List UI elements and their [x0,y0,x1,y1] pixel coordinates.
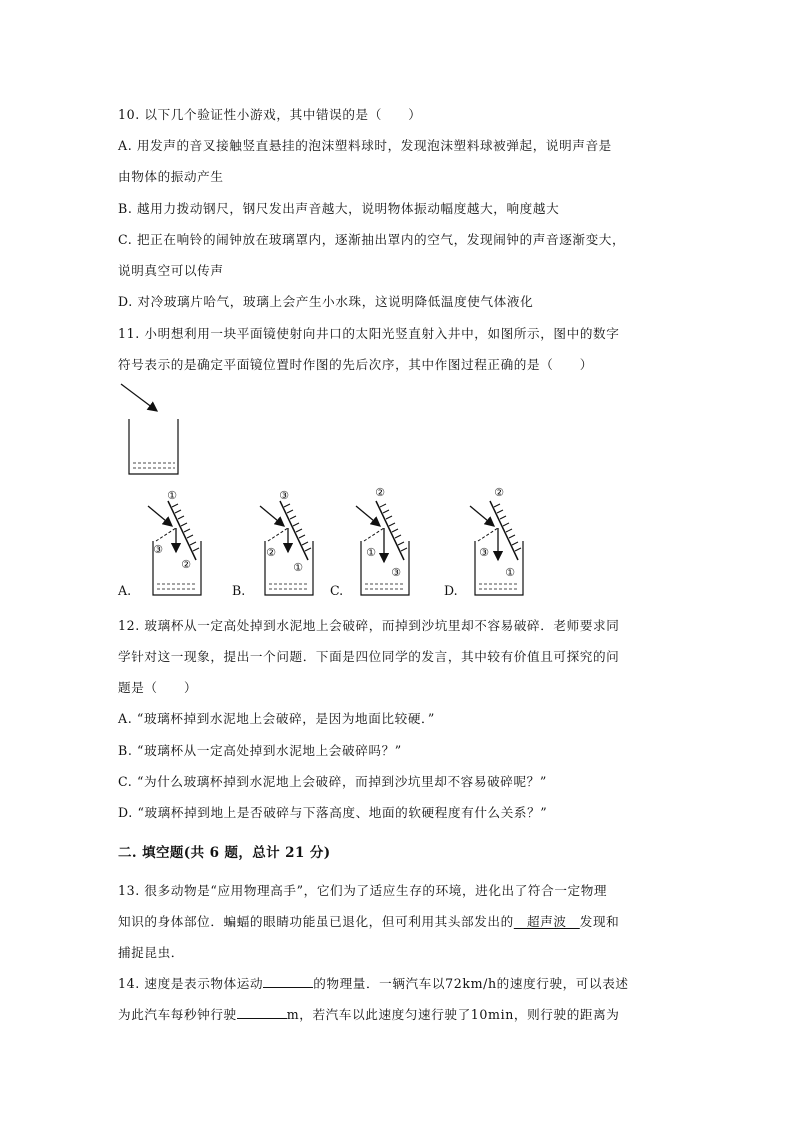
q13-line2 [118,911,619,930]
q10-option-b: B. 越用力拨动钢尺，钢尺发出声音越大，说明物体振动幅度越大，响度越大 [118,201,560,216]
option-c-diagram [356,501,409,595]
q11-option-a-label: A. [118,583,132,598]
option-a-step-right: ② [181,558,191,571]
q10-option-a: A. 用发声的音叉接触竖直悬挂的泡沫塑料球时，发现泡沫塑料球被弹起，说明声音是 [118,138,612,153]
q10-stem: 10. 以下几个验证性小游戏，其中错误的是（ ） [118,107,422,122]
q14-text-after-2: m，若汽车以此速度匀速行驶了10min，则行驶的距离为 [286,1007,620,1022]
q13-text-before: 知识的身体部位．蝙蝠的眼睛功能虽已退化，但可利用其头部发出的 [118,914,514,929]
q14-blank-2[interactable] [237,1006,287,1019]
option-c-step-top: ② [375,486,385,499]
q12-option-d: D. “玻璃杯掉到地上是否破碎与下落高度、地面的软硬程度有什么关系？” [118,805,548,820]
option-d-diagram [470,501,523,595]
q14-text-before-2: 为此汽车每秒钟行驶 [118,1007,237,1022]
option-b-step-right: ① [293,561,303,574]
section-heading: 二. 填空题(共 6 题，总计 21 分) [118,845,331,861]
q12-option-c: C. “为什么玻璃杯掉到水泥地上会破碎，而掉到沙坑里却不容易破碎呢？” [118,774,547,789]
well-outline [129,419,178,474]
option-c-step-right: ③ [391,566,401,579]
q11-option-b-label: B. [232,583,246,598]
q12-stem-cont2: 题是（ ） [118,680,198,695]
q12-option-b: B. “玻璃杯从一定高处掉到水泥地上会破碎吗？” [118,743,402,758]
q14-line1 [118,973,629,992]
q10-option-c-cont: 说明真空可以传声 [118,263,224,278]
q14-text-after: 的物理量．一辆汽车以72km/h的速度行驶，可以表述 [313,976,629,991]
option-a-step-top: ① [167,489,177,502]
q13-line3: 捕捉昆虫． [118,945,184,960]
q14-text-before: 14. 速度是表示物体运动 [118,976,264,991]
option-d-step-top: ② [494,486,504,499]
q12-stem: 12. 玻璃杯从一定高处掉到水泥地上会破碎，而掉到沙坑里却不容易破碎．老师要求同 [118,618,620,633]
q11-option-c-label: C. [330,583,344,598]
well-diagram [121,384,178,474]
q12-stem-cont: 学针对这一现象，提出一个问题．下面是四位同学的发言，其中较有价值且可探究的问 [118,649,620,664]
q11-stem-cont: 符号表示的是确定平面镜位置时作图的先后次序，其中作图过程正确的是（ ） [118,357,593,372]
q14-blank-1[interactable] [263,975,313,988]
sun-ray-arrow [121,384,157,411]
q11-option-d-label: D. [444,583,458,598]
option-b-step-left: ② [266,546,276,559]
q14-line2 [118,1004,619,1023]
q13-text-after: 发现和 [579,914,620,929]
q13-line1: 13. 很多动物是“应用物理高手”，它们为了适应生存的环境，进化出了符合一定物理 [118,883,608,898]
mirror [168,501,196,560]
q10-option-c: C. 把正在响铃的闹钟放在玻璃罩内，逐渐抽出罩内的空气，发现闹钟的声音逐渐变大， [118,232,626,247]
option-a-step-left: ③ [153,543,163,556]
q10-option-a-cont: 由物体的振动产生 [118,169,224,184]
option-c-step-left: ① [366,546,376,559]
q12-option-a: A. “玻璃杯掉到水泥地上会破碎，是因为地面比较硬．” [118,711,435,726]
q11-stem: 11. 小明想利用一块平面镜使射向井口的太阳光竖直射入井中，如图所示，图中的数字 [118,326,620,341]
option-b-step-top: ③ [279,489,289,502]
option-d-step-left: ③ [479,546,489,559]
q10-option-d: D. 对冷玻璃片哈气，玻璃上会产生小水珠，这说明降低温度使气体液化 [118,294,534,309]
q13-answer: 超声波 [513,914,580,929]
option-d-step-right: ① [505,566,515,579]
